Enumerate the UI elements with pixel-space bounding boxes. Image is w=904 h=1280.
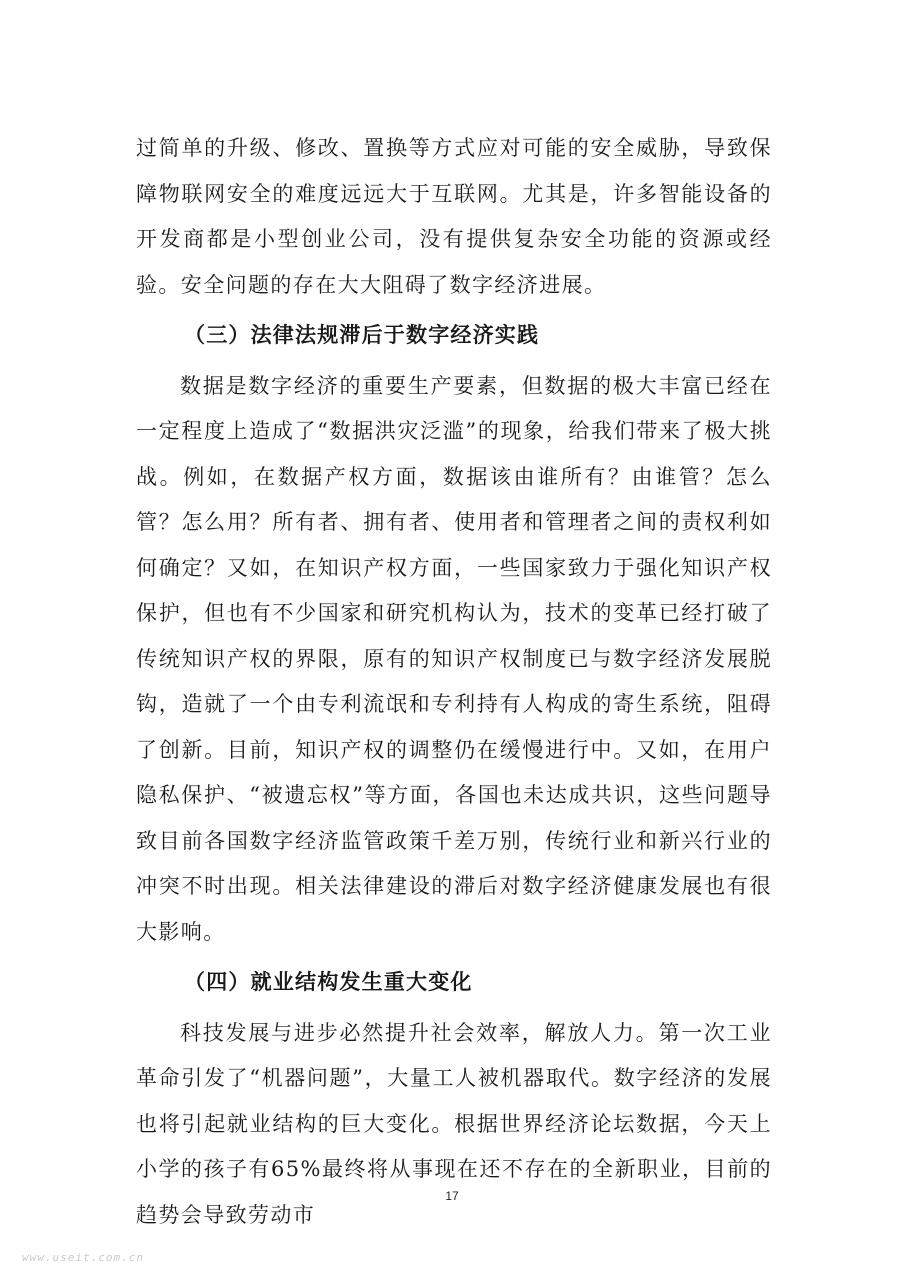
body-paragraph-continued: 过简单的升级、修改、置换等方式应对可能的安全威胁，导致保障物联网安全的难度远远大于互联网。尤其是，许多智能设备的开发商都是小型创业公司，没有提供复杂安全功能的资源或经验。安全问题的存在大大阻碍了数字经济进展。 [136, 136, 772, 297]
body-paragraph-employment: 科技发展与进步必然提升社会效率，解放人力。第一次工业革命引发了“机器问题”，大量工人被机器取代。数字经济的发展也将引起就业结构的巨大变化。根据世界经济论坛数据，今天上小学的孩子有65%最终将从事现在还不存在的全新职业，目前的趋势会导致劳动市 [136, 1020, 772, 1227]
section-heading-3: （三）法律法规滞后于数字经济实践 [184, 323, 540, 347]
body-paragraph-legal: 数据是数字经济的重要生产要素，但数据的极大丰富已经在一定程度上造成了“数据洪灾泛滥”的现象，给我们带来了极大挑战。例如，在数据产权方面，数据该由谁所有？由谁管？怎么管？怎么用？所有者、拥有者、使用者和管理者之间的责权利如何确定？又如，在知识产权方面，一些国家致力于强化知识产权保护，但也有不少国家和研究机构认为，技术的变革已经打破了传统知识产权的界限，原有的知识产权制度已与数字经济发展脱钩，造就了一个由专利流氓和专利持有人构成的寄生系统，阻碍了创新。目前，知识产权的调整仍在缓慢进行中。又如，在用户隐私保护、“被遗忘权”等方面，各国也未达成共识，这些问题导致目前各国数字经济监管政策千差万别，传统行业和新兴行业的冲突不时出现。相关法律建设的滞后对数字经济健康发展也有很大影响。 [136, 373, 772, 944]
document-body [136, 126, 772, 1238]
section-heading-4: （四）就业结构发生重大变化 [184, 970, 473, 994]
page-number: 17 [445, 1189, 459, 1203]
source-watermark: www.useit.com.cn [22, 1251, 144, 1264]
